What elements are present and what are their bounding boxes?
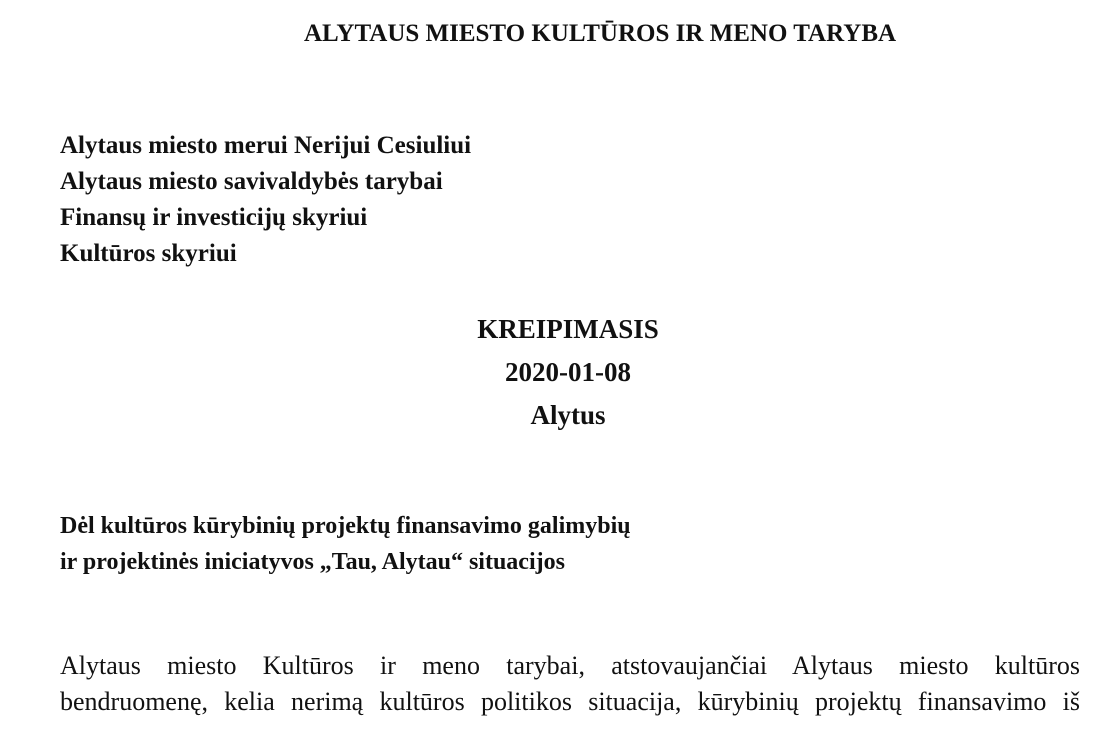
organization-header: ALYTAUS MIESTO KULTŪROS IR MENO TARYBA: [303, 20, 897, 47]
document-place: Alytus: [530, 400, 606, 430]
document-title: KREIPIMASIS: [477, 314, 659, 344]
subject-block: [60, 508, 631, 580]
subject-line: Dėl kultūros kūrybinių projektų finansavimo galimybių: [60, 513, 631, 539]
subject-line: ir projektinės iniciatyvos „Tau, Alytau“ situacijos: [60, 549, 565, 575]
body-line: bendruomenę, kelia nerimą kultūros politikos situacija, kūrybinių projektų finansavimo iš: [60, 687, 1080, 716]
body-line: Alytaus miesto Kultūros ir meno tarybai, atstovaujančiai Alytaus miesto kultūros: [60, 651, 1080, 680]
document-heading: [0, 308, 1115, 437]
document-date: 2020-01-08: [505, 357, 631, 387]
recipients-block: [60, 128, 471, 272]
body-text: [60, 648, 1080, 720]
recipient-line: Alytaus miesto merui Nerijui Cesiuliui: [60, 132, 472, 159]
recipient-line: Kultūros skyriui: [60, 240, 237, 267]
recipient-line: Alytaus miesto savivaldybės tarybai: [60, 168, 443, 195]
recipient-line: Finansų ir investicijų skyriui: [60, 204, 368, 231]
